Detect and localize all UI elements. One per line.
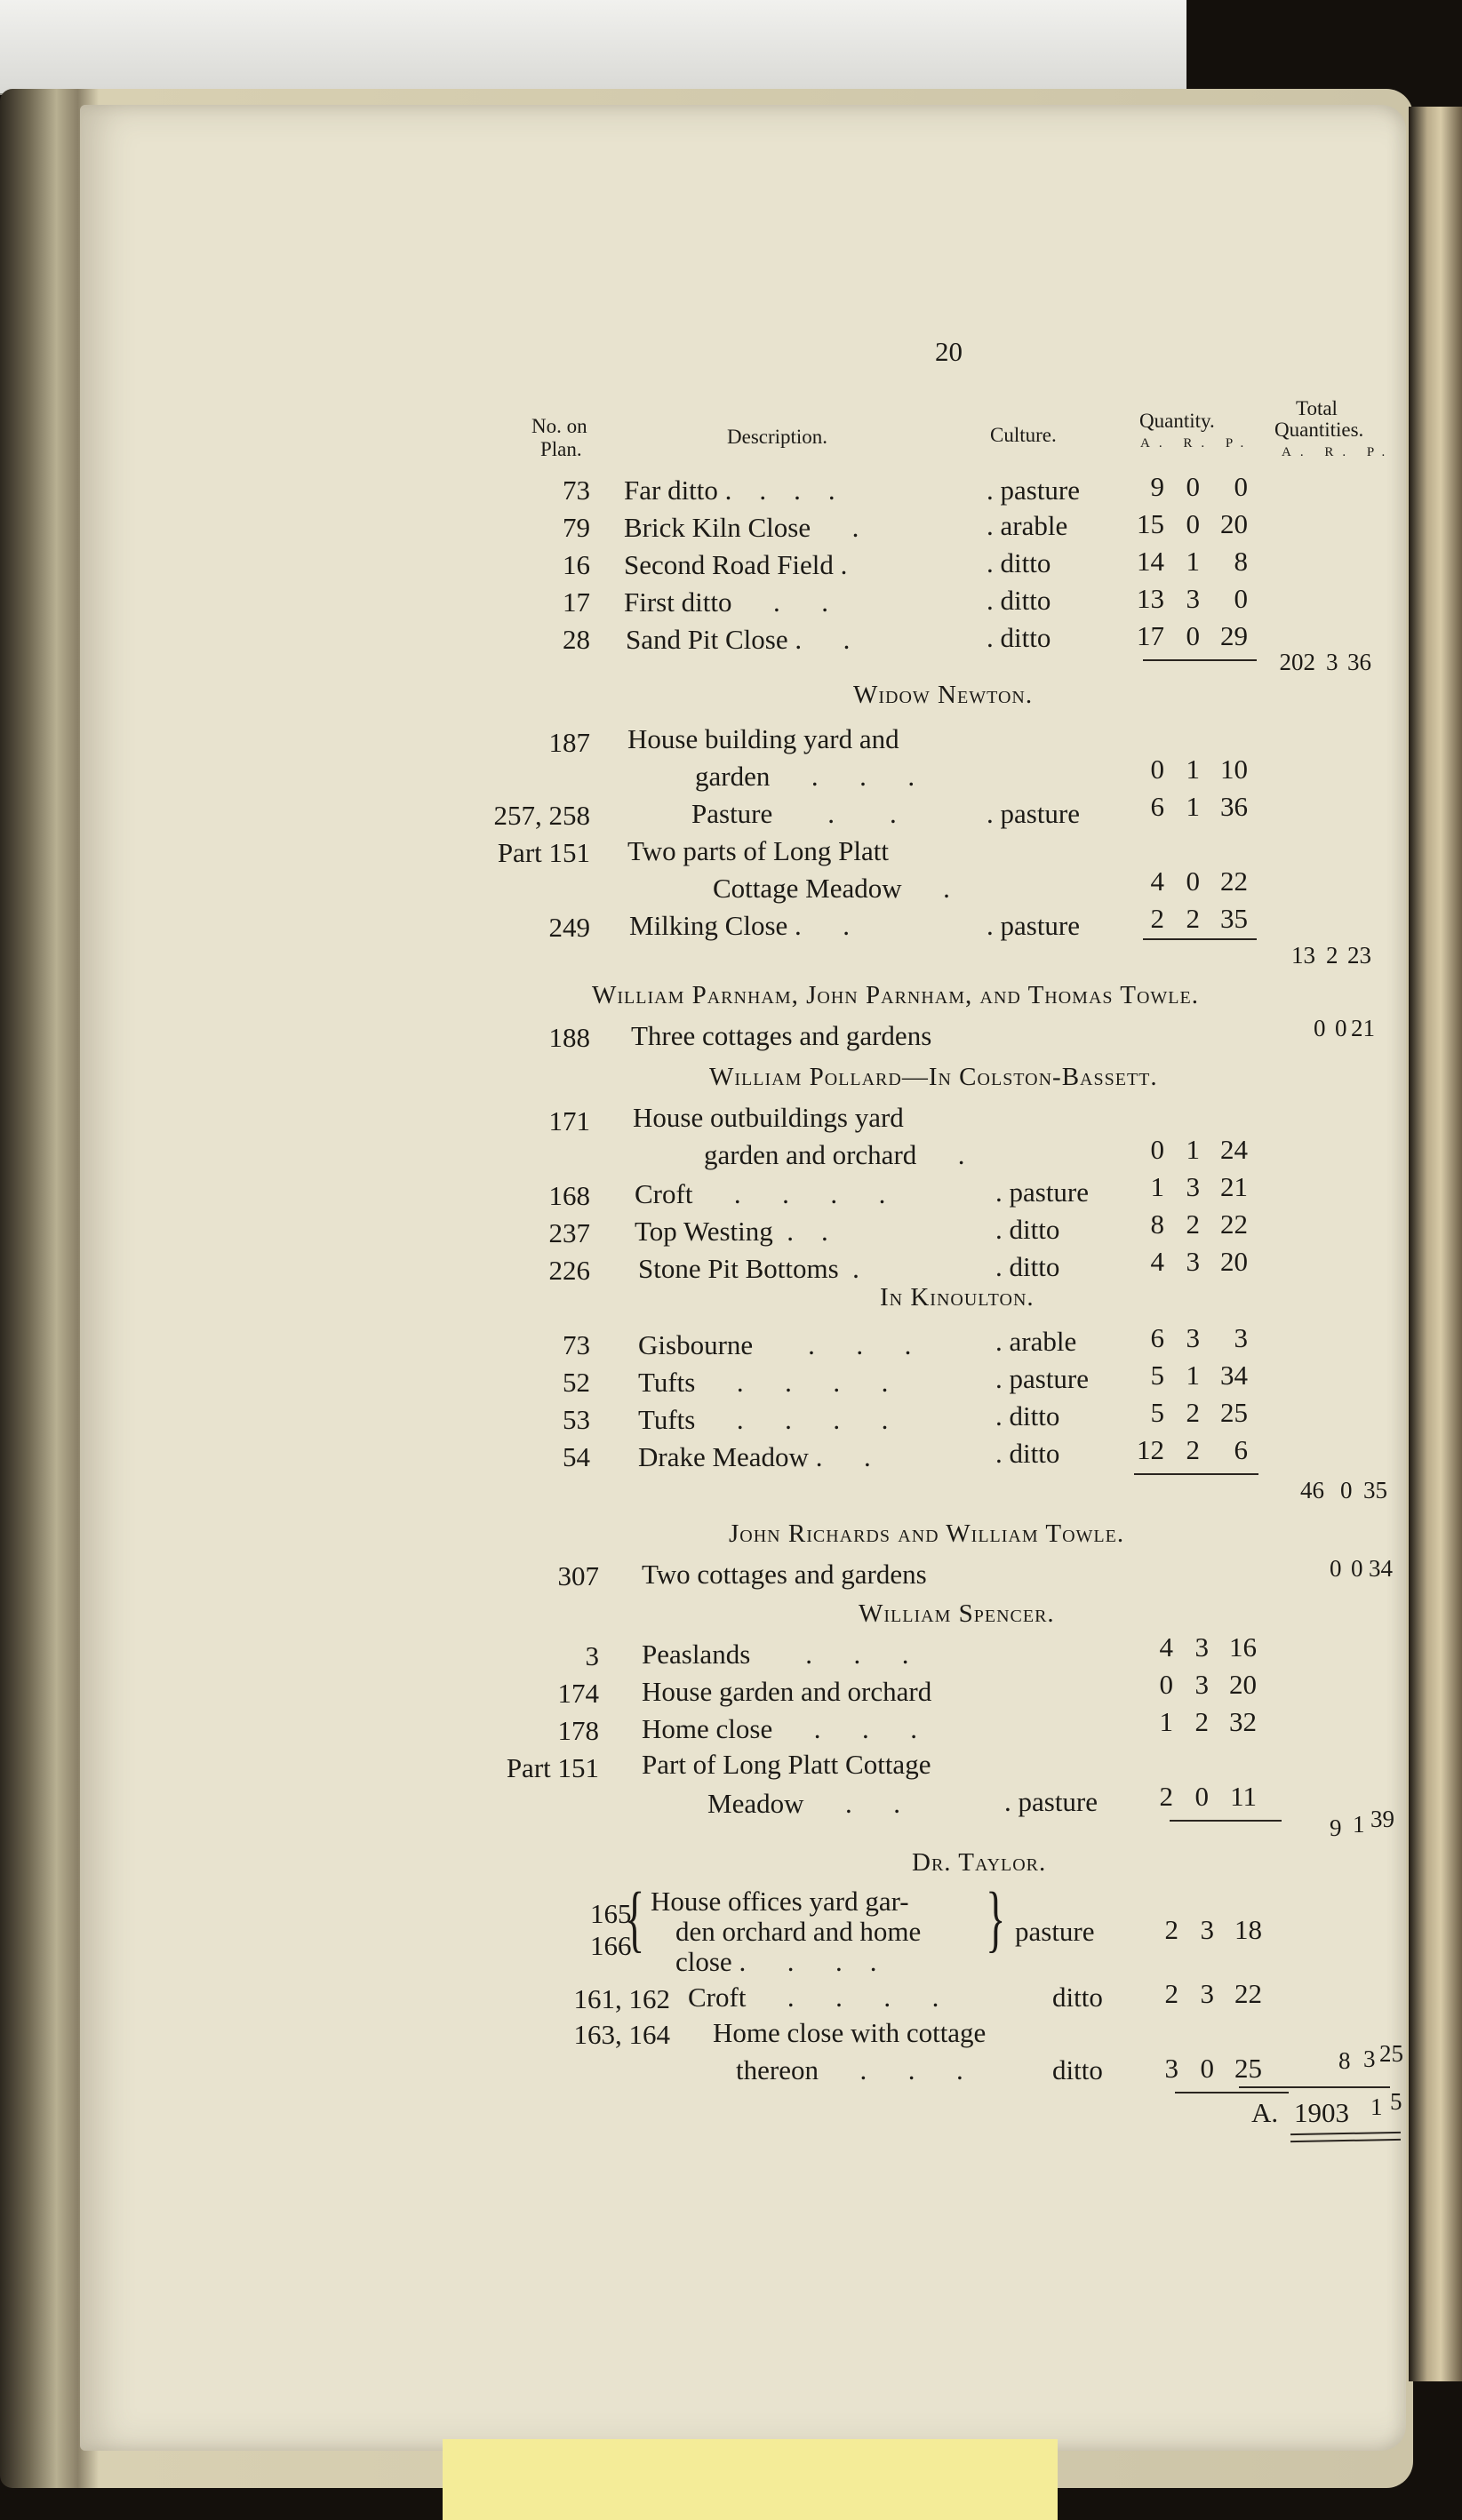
total-roods: 2	[1326, 942, 1338, 969]
perches: 34	[1220, 1360, 1248, 1391]
acres: 2	[1164, 1978, 1178, 2009]
total-roods: 1	[1353, 1811, 1365, 1838]
grand-total-rule-top	[1239, 2086, 1390, 2088]
description: Peaslands . . .	[642, 1639, 909, 1670]
perches: 3	[1234, 1322, 1248, 1353]
perches: 22	[1220, 865, 1248, 897]
perches: 29	[1220, 620, 1248, 651]
subtotal-rule	[1175, 2092, 1289, 2093]
culture: ditto	[1052, 1982, 1103, 2013]
perches: 25	[1234, 2053, 1262, 2084]
owner-heading: William Pollard—In Colston-Bassett.	[709, 1063, 1158, 1091]
right-brace: }	[986, 1878, 1006, 1960]
perches: 25	[1220, 1397, 1248, 1428]
description: House garden and orchard	[642, 1676, 932, 1707]
header-total-quantities-1: Total	[1296, 397, 1338, 419]
header-total-units: A. R. P.	[1282, 445, 1394, 459]
perches: 18	[1234, 1914, 1262, 1945]
description: Drake Meadow . .	[638, 1441, 871, 1472]
roods: 2	[1186, 1397, 1200, 1428]
acres: 6	[1150, 1322, 1164, 1353]
total-perches: 34	[1369, 1555, 1393, 1582]
perches: 16	[1229, 1631, 1257, 1663]
culture: ditto	[1052, 2054, 1103, 2085]
culture: . pasture	[995, 1363, 1090, 1394]
total-roods: 0	[1340, 1477, 1353, 1503]
total-perches: 36	[1347, 649, 1371, 675]
description: House outbuildings yard	[633, 1102, 904, 1133]
acres: 4	[1150, 865, 1164, 897]
owner-heading: William Parnham, John Parnham, and Thomas Towle.	[592, 981, 1199, 1009]
subtotal-rule	[1143, 659, 1257, 661]
perches: 20	[1220, 508, 1248, 539]
roods: 1	[1186, 791, 1200, 822]
plan-number: 17	[563, 586, 590, 618]
plan-number-2: 166	[590, 1930, 632, 1961]
culture: . pasture	[995, 1176, 1090, 1208]
total-roods: 0	[1351, 1555, 1363, 1582]
description: Pasture . .	[691, 798, 897, 829]
roods: 0	[1200, 2053, 1214, 2084]
total-acres: 202	[1279, 649, 1315, 675]
roods: 1	[1186, 546, 1200, 577]
culture: . arable	[987, 510, 1068, 541]
culture: . ditto	[987, 622, 1051, 653]
acres: 13	[1137, 583, 1164, 614]
acres: 0	[1150, 754, 1164, 785]
grand-total-roods: 1	[1370, 2093, 1383, 2120]
plan-number: 257, 258	[493, 800, 590, 831]
description-cont: den orchard and home	[675, 1916, 922, 1947]
overlying-paper-sheet	[0, 0, 1186, 95]
plan-number: 168	[548, 1180, 590, 1211]
description: Sand Pit Close . .	[626, 624, 851, 655]
plan-number: 52	[563, 1367, 590, 1398]
perches: 0	[1234, 583, 1248, 614]
acres: 4	[1159, 1631, 1173, 1663]
description: Second Road Field .	[624, 549, 848, 580]
plan-number: 3	[585, 1640, 599, 1671]
owner-heading: Dr. Taylor.	[912, 1848, 1047, 1877]
plan-number: 16	[563, 549, 590, 580]
facing-page-edge	[1409, 107, 1462, 2381]
plan-number: 307	[557, 1560, 599, 1591]
plan-number: 161, 162	[573, 1983, 670, 2014]
roods: 3	[1186, 583, 1200, 614]
roods: 3	[1186, 1171, 1200, 1202]
description-cont: garden and orchard .	[704, 1139, 965, 1170]
plan-number: 73	[563, 1329, 590, 1360]
header-quantity: Quantity.	[1139, 410, 1215, 432]
total-acres: 0	[1314, 1015, 1326, 1041]
description: Far ditto . . . .	[624, 474, 835, 506]
perches: 35	[1220, 903, 1248, 934]
roods: 0	[1194, 1781, 1209, 1812]
left-brace: {	[625, 1878, 645, 1960]
owner-heading: John Richards and William Towle.	[729, 1519, 1125, 1548]
acres: 17	[1137, 620, 1164, 651]
grand-total-double-rule-1	[1290, 2132, 1401, 2135]
plan-number: 174	[557, 1678, 599, 1709]
acres: 14	[1137, 546, 1164, 577]
roods: 3	[1200, 1978, 1214, 2009]
perches: 20	[1220, 1246, 1248, 1277]
description: Two parts of Long Platt	[627, 835, 890, 866]
roods: 3	[1194, 1631, 1209, 1663]
perches: 22	[1220, 1208, 1248, 1240]
total-acres: 13	[1291, 942, 1315, 969]
description: Home close with cottage	[713, 2017, 987, 2048]
description: Top Westing . .	[635, 1216, 828, 1247]
roods: 3	[1194, 1669, 1209, 1700]
roods: 0	[1186, 508, 1200, 539]
culture: . ditto	[995, 1251, 1060, 1282]
culture: . pasture	[1004, 1786, 1098, 1817]
header-no-on-plan-2: Plan.	[540, 438, 582, 460]
acres: 1	[1150, 1171, 1164, 1202]
acres: 12	[1137, 1434, 1164, 1465]
grand-total-acres: 1903	[1294, 2097, 1349, 2128]
acres: 1	[1159, 1706, 1173, 1737]
description: Part of Long Platt Cottage	[642, 1749, 931, 1780]
perches: 8	[1234, 546, 1248, 577]
perches: 0	[1234, 471, 1248, 502]
plan-number: 165	[590, 1898, 632, 1929]
perches: 6	[1234, 1434, 1248, 1465]
acres: 6	[1150, 791, 1164, 822]
roods: 2	[1194, 1706, 1209, 1737]
description: Tufts . . . .	[638, 1404, 889, 1435]
plan-number: 249	[548, 912, 590, 943]
total-perches: 35	[1363, 1477, 1387, 1503]
grand-total-label: A.	[1251, 2097, 1279, 2128]
ledger-page	[80, 105, 1406, 2451]
acres: 8	[1150, 1208, 1164, 1240]
description: Milking Close . .	[629, 910, 851, 941]
acres: 0	[1150, 1134, 1164, 1165]
plan-number: 73	[563, 474, 590, 506]
total-acres: 0	[1330, 1555, 1342, 1582]
description-cont: garden . . .	[695, 761, 915, 792]
roods: 1	[1186, 1134, 1200, 1165]
description: Stone Pit Bottoms .	[638, 1253, 859, 1284]
description: House offices yard gar-	[651, 1886, 909, 1917]
culture: . pasture	[987, 910, 1081, 941]
acres: 2	[1159, 1781, 1173, 1812]
plan-number: 163, 164	[573, 2019, 670, 2050]
acres: 4	[1150, 1246, 1164, 1277]
subheading: In Kinoulton.	[880, 1283, 1035, 1312]
roods: 0	[1186, 620, 1200, 651]
roods: 0	[1186, 865, 1200, 897]
roods: 2	[1186, 1208, 1200, 1240]
description: Tufts . . . .	[638, 1367, 889, 1398]
description-cont-2: close . . . .	[675, 1946, 877, 1977]
roods: 0	[1186, 471, 1200, 502]
plan-number: 226	[548, 1255, 590, 1286]
plan-number: 237	[548, 1217, 590, 1248]
acres: 2	[1150, 903, 1164, 934]
grand-total-double-rule-2	[1290, 2139, 1401, 2142]
roods: 1	[1186, 1360, 1200, 1391]
perches: 32	[1229, 1706, 1257, 1737]
plan-number: 28	[563, 624, 590, 655]
culture: pasture	[1015, 1916, 1095, 1947]
total-perches: 21	[1351, 1015, 1375, 1041]
plan-number: Part 151	[506, 1752, 599, 1783]
acres: 0	[1159, 1669, 1173, 1700]
plan-number: 53	[563, 1404, 590, 1435]
description: Croft . . . .	[688, 1982, 939, 2013]
plan-number: 178	[557, 1715, 599, 1746]
description: Two cottages and gardens	[642, 1559, 927, 1590]
plan-number: 79	[563, 512, 590, 543]
header-description: Description.	[727, 426, 828, 448]
acres: 5	[1150, 1360, 1164, 1391]
culture: . arable	[995, 1326, 1077, 1357]
perches: 24	[1220, 1134, 1248, 1165]
perches: 20	[1229, 1669, 1257, 1700]
acres: 5	[1150, 1397, 1164, 1428]
description: Gisbourne . . .	[638, 1329, 912, 1360]
culture: . pasture	[987, 474, 1081, 506]
total-roods: 0	[1335, 1015, 1347, 1041]
description: Brick Kiln Close .	[624, 512, 859, 543]
culture: . ditto	[995, 1438, 1060, 1469]
total-acres: 8	[1338, 2047, 1351, 2074]
roods: 3	[1200, 1914, 1214, 1945]
perches: 22	[1234, 1978, 1262, 2009]
header-quantity-units: A. R. P.	[1140, 436, 1253, 451]
subtotal-rule	[1143, 938, 1257, 940]
culture: . ditto	[995, 1214, 1060, 1245]
perches: 11	[1230, 1781, 1257, 1812]
description: Three cottages and gardens	[631, 1020, 932, 1051]
description: First ditto . .	[624, 586, 828, 618]
total-roods: 3	[1363, 2046, 1376, 2072]
roods: 2	[1186, 1434, 1200, 1465]
description: House building yard and	[627, 723, 899, 754]
subtotal-rule	[1134, 1473, 1258, 1475]
yellow-bookmark-slip	[443, 2439, 1058, 2520]
roods: 3	[1186, 1322, 1200, 1353]
roods: 1	[1186, 754, 1200, 785]
culture: . ditto	[995, 1400, 1060, 1431]
description-cont: thereon . . .	[736, 2054, 963, 2085]
page-number: 20	[935, 336, 963, 367]
header-no-on-plan-1: No. on	[531, 415, 587, 437]
perches: 21	[1220, 1171, 1248, 1202]
total-perches: 25	[1379, 2040, 1403, 2067]
description: Home close . . .	[642, 1713, 917, 1744]
acres: 9	[1150, 471, 1164, 502]
plan-number: 188	[548, 1022, 590, 1053]
description-cont: Cottage Meadow .	[713, 873, 950, 904]
acres: 15	[1137, 508, 1164, 539]
acres: 3	[1164, 2053, 1178, 2084]
plan-number: Part 151	[497, 837, 590, 868]
plan-number: 54	[563, 1441, 590, 1472]
description-cont: Meadow . .	[707, 1788, 900, 1819]
header-total-quantities-2: Quantities.	[1274, 419, 1364, 441]
header-culture: Culture.	[990, 424, 1057, 446]
plan-number: 171	[548, 1105, 590, 1136]
description: Croft . . . .	[635, 1178, 886, 1209]
perches: 36	[1220, 791, 1248, 822]
culture: . ditto	[987, 585, 1051, 616]
total-perches: 23	[1347, 942, 1371, 969]
perches: 10	[1220, 754, 1248, 785]
culture: . pasture	[987, 798, 1081, 829]
culture: . ditto	[987, 547, 1051, 578]
subtotal-rule	[1170, 1820, 1282, 1822]
total-perches: 39	[1370, 1806, 1394, 1832]
total-acres: 46	[1300, 1477, 1324, 1503]
owner-heading: Widow Newton.	[853, 681, 1034, 709]
total-roods: 3	[1326, 649, 1338, 675]
grand-total-perches: 5	[1390, 2088, 1402, 2115]
acres: 2	[1164, 1914, 1178, 1945]
total-acres: 9	[1330, 1814, 1342, 1841]
owner-heading: William Spencer.	[859, 1599, 1055, 1628]
roods: 3	[1186, 1246, 1200, 1277]
plan-number: 187	[548, 727, 590, 758]
roods: 2	[1186, 903, 1200, 934]
